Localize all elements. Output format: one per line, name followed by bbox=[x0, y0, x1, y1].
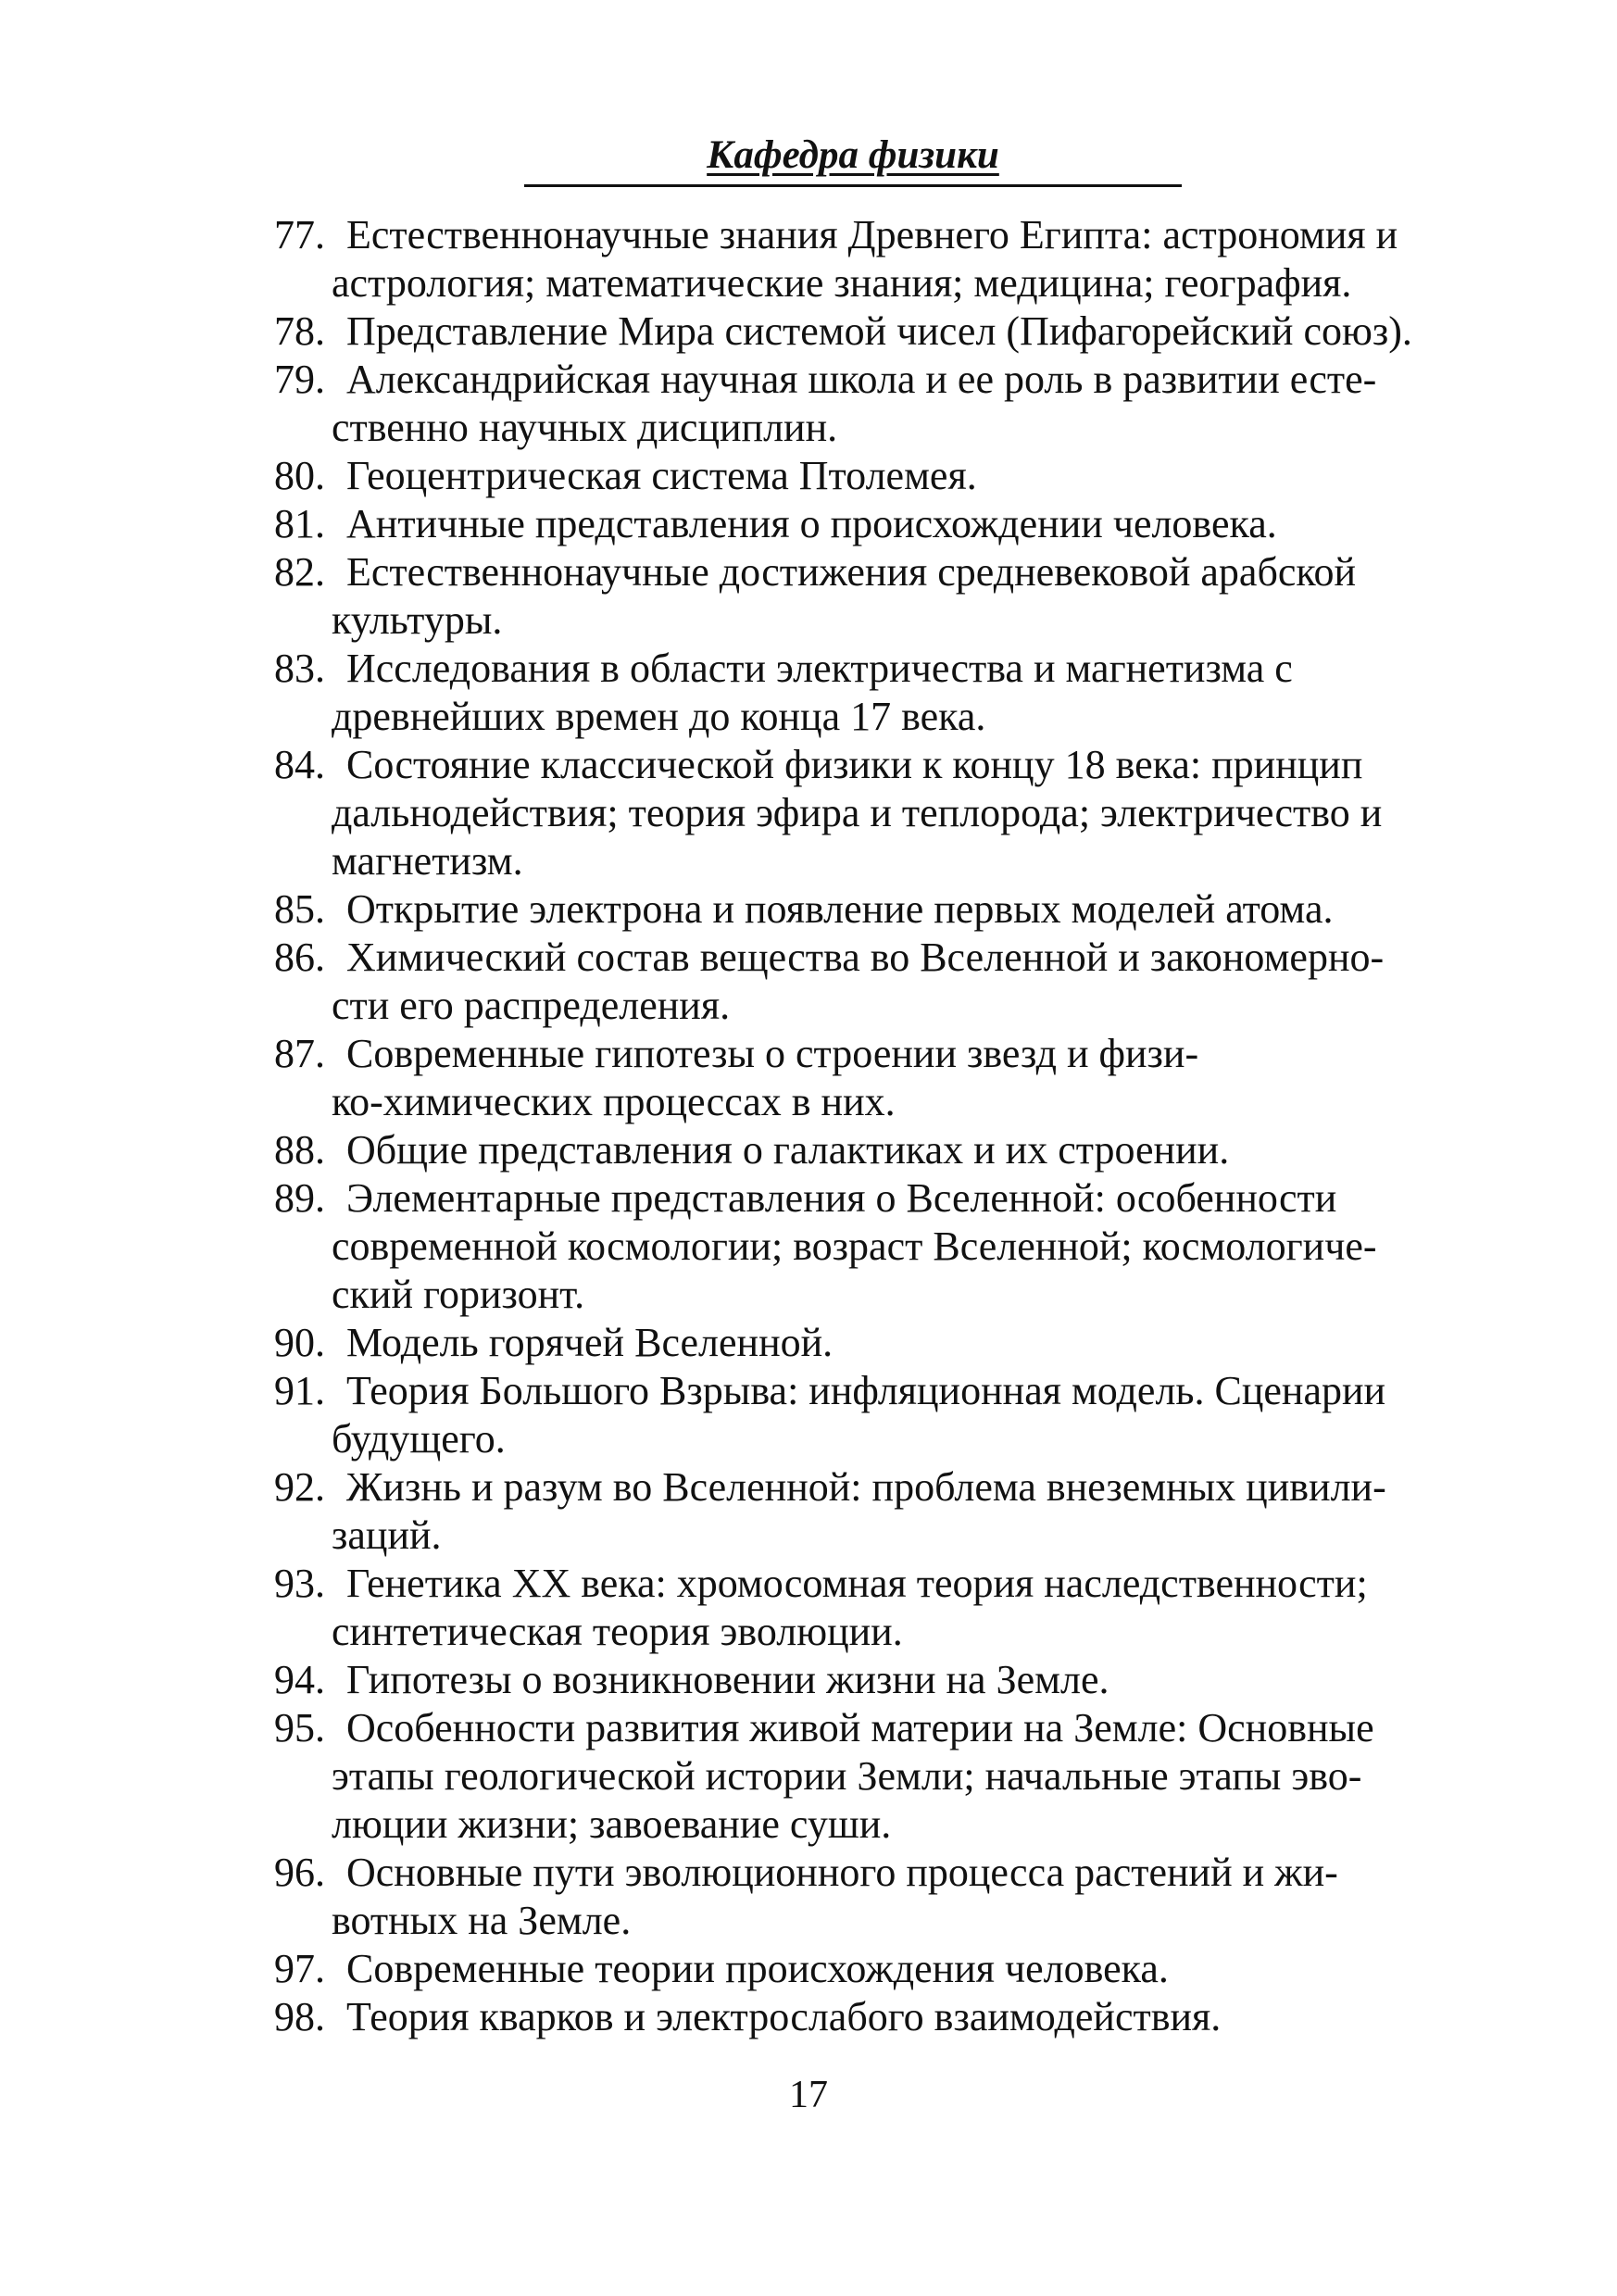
item-text-line: Естественнонаучные достижения средневековой арабской bbox=[346, 549, 1357, 595]
item-text-line: ский горизонт. bbox=[332, 1272, 585, 1317]
item-number: 89. bbox=[274, 1175, 325, 1221]
item-text-line: сти его распределения. bbox=[332, 983, 731, 1028]
item-text-line: магнетизм. bbox=[332, 838, 523, 884]
item-number: 80. bbox=[274, 453, 325, 498]
item-text-line: Состояние классической физики к концу 18 века: принцип bbox=[346, 742, 1363, 787]
list-item bbox=[0, 1656, 1617, 1704]
list-item bbox=[0, 741, 1617, 885]
item-text-line: Античные представления о происхождении человека. bbox=[346, 501, 1277, 546]
list-item bbox=[0, 307, 1617, 356]
item-text-line: ственно научных дисциплин. bbox=[332, 405, 838, 450]
list-item bbox=[0, 885, 1617, 934]
item-text-line: Генетика XX века: хромосомная теория наследственности; bbox=[346, 1561, 1368, 1606]
item-number: 83. bbox=[274, 646, 325, 691]
item-text-line: Представление Мира системой чисел (Пифагорейский союз). bbox=[346, 308, 1412, 354]
item-text-line: Теория кварков и электрослабого взаимодействия. bbox=[346, 1994, 1222, 2039]
item-text-line: Александрийская научная школа и ее роль в развитии есте- bbox=[346, 357, 1377, 402]
item-number: 88. bbox=[274, 1127, 325, 1173]
header-title: Кафедра физики bbox=[707, 133, 999, 177]
list-item bbox=[0, 356, 1617, 452]
list-item bbox=[0, 548, 1617, 645]
list-item bbox=[0, 1030, 1617, 1126]
item-number: 78. bbox=[274, 308, 325, 354]
list-item bbox=[0, 500, 1617, 548]
item-number: 81. bbox=[274, 501, 325, 546]
list-item bbox=[0, 1849, 1617, 1945]
item-text-line: культуры. bbox=[332, 597, 503, 643]
item-number: 92. bbox=[274, 1464, 325, 1510]
list-item bbox=[0, 1319, 1617, 1367]
list-item bbox=[0, 1367, 1617, 1463]
item-text-line: Общие представления о галактиках и их строении. bbox=[346, 1127, 1230, 1173]
list-item bbox=[0, 211, 1617, 307]
item-text-line: вотных на Земле. bbox=[332, 1898, 632, 1943]
item-number: 87. bbox=[274, 1031, 325, 1076]
item-text-line: будущего. bbox=[332, 1416, 506, 1462]
item-text-line: астрология; математические знания; медицина; география. bbox=[332, 260, 1352, 306]
item-text-line: Элементарные представления о Вселенной: особенности bbox=[346, 1175, 1337, 1221]
item-number: 77. bbox=[274, 212, 325, 257]
item-text-line: Основные пути эволюционного процесса растений и жи- bbox=[346, 1850, 1338, 1895]
item-text-line: Современные теории происхождения человека. bbox=[346, 1946, 1169, 1991]
item-text-line: Открытие электрона и появление первых моделей атома. bbox=[346, 886, 1334, 932]
item-number: 82. bbox=[274, 549, 325, 595]
item-text-line: Модель горячей Вселенной. bbox=[346, 1320, 834, 1365]
page-number: 17 bbox=[789, 2074, 828, 2116]
list-item bbox=[0, 452, 1617, 500]
list-item bbox=[0, 1463, 1617, 1560]
item-number: 93. bbox=[274, 1561, 325, 1606]
item-text-line: Геоцентрическая система Птолемея. bbox=[346, 453, 977, 498]
item-text-line: Химический состав вещества во Вселенной и закономерно- bbox=[346, 935, 1385, 980]
item-number: 91. bbox=[274, 1368, 325, 1413]
item-text-line: заций. bbox=[332, 1512, 442, 1558]
list-item bbox=[0, 1945, 1617, 1993]
item-text-line: Естественнонаучные знания Древнего Египта: астрономия и bbox=[346, 212, 1398, 257]
item-number: 96. bbox=[274, 1850, 325, 1895]
item-number: 84. bbox=[274, 742, 325, 787]
item-text-line: Современные гипотезы о строении звезд и физи- bbox=[346, 1031, 1199, 1076]
running-header bbox=[524, 128, 1182, 187]
list-item bbox=[0, 1704, 1617, 1849]
list-item bbox=[0, 1126, 1617, 1174]
item-text-line: Жизнь и разум во Вселенной: проблема внеземных цивили- bbox=[346, 1464, 1386, 1510]
list-item bbox=[0, 1174, 1617, 1319]
question-list bbox=[0, 211, 1617, 2041]
item-text-line: ко-химических процессах в них. bbox=[332, 1079, 896, 1124]
item-number: 86. bbox=[274, 935, 325, 980]
list-item bbox=[0, 645, 1617, 741]
item-number: 98. bbox=[274, 1994, 325, 2039]
item-number: 90. bbox=[274, 1320, 325, 1365]
item-text-line: современной космологии; возраст Вселенной; космологиче- bbox=[332, 1223, 1377, 1269]
item-number: 85. bbox=[274, 886, 325, 932]
item-text-line: дальнодействия; теория эфира и теплорода; электричество и bbox=[332, 790, 1383, 835]
item-number: 97. bbox=[274, 1946, 325, 1991]
item-text-line: синтетическая теория эволюции. bbox=[332, 1609, 903, 1654]
item-text-line: Гипотезы о возникновении жизни на Земле. bbox=[346, 1657, 1109, 1702]
item-text-line: люции жизни; завоевание суши. bbox=[332, 1801, 892, 1847]
item-number: 94. bbox=[274, 1657, 325, 1702]
item-number: 95. bbox=[274, 1705, 325, 1750]
item-text-line: Теория Большого Взрыва: инфляционная модель. Сценарии bbox=[346, 1368, 1386, 1413]
item-text-line: древнейших времен до конца 17 века. bbox=[332, 694, 986, 739]
list-item bbox=[0, 1560, 1617, 1656]
item-text-line: этапы геологической истории Земли; начальные этапы эво- bbox=[332, 1753, 1362, 1799]
list-item bbox=[0, 934, 1617, 1030]
item-text-line: Исследования в области электричества и магнетизма с bbox=[346, 646, 1293, 691]
list-item bbox=[0, 1993, 1617, 2041]
item-number: 79. bbox=[274, 357, 325, 402]
item-text-line: Особенности развития живой материи на Земле: Основные bbox=[346, 1705, 1374, 1750]
